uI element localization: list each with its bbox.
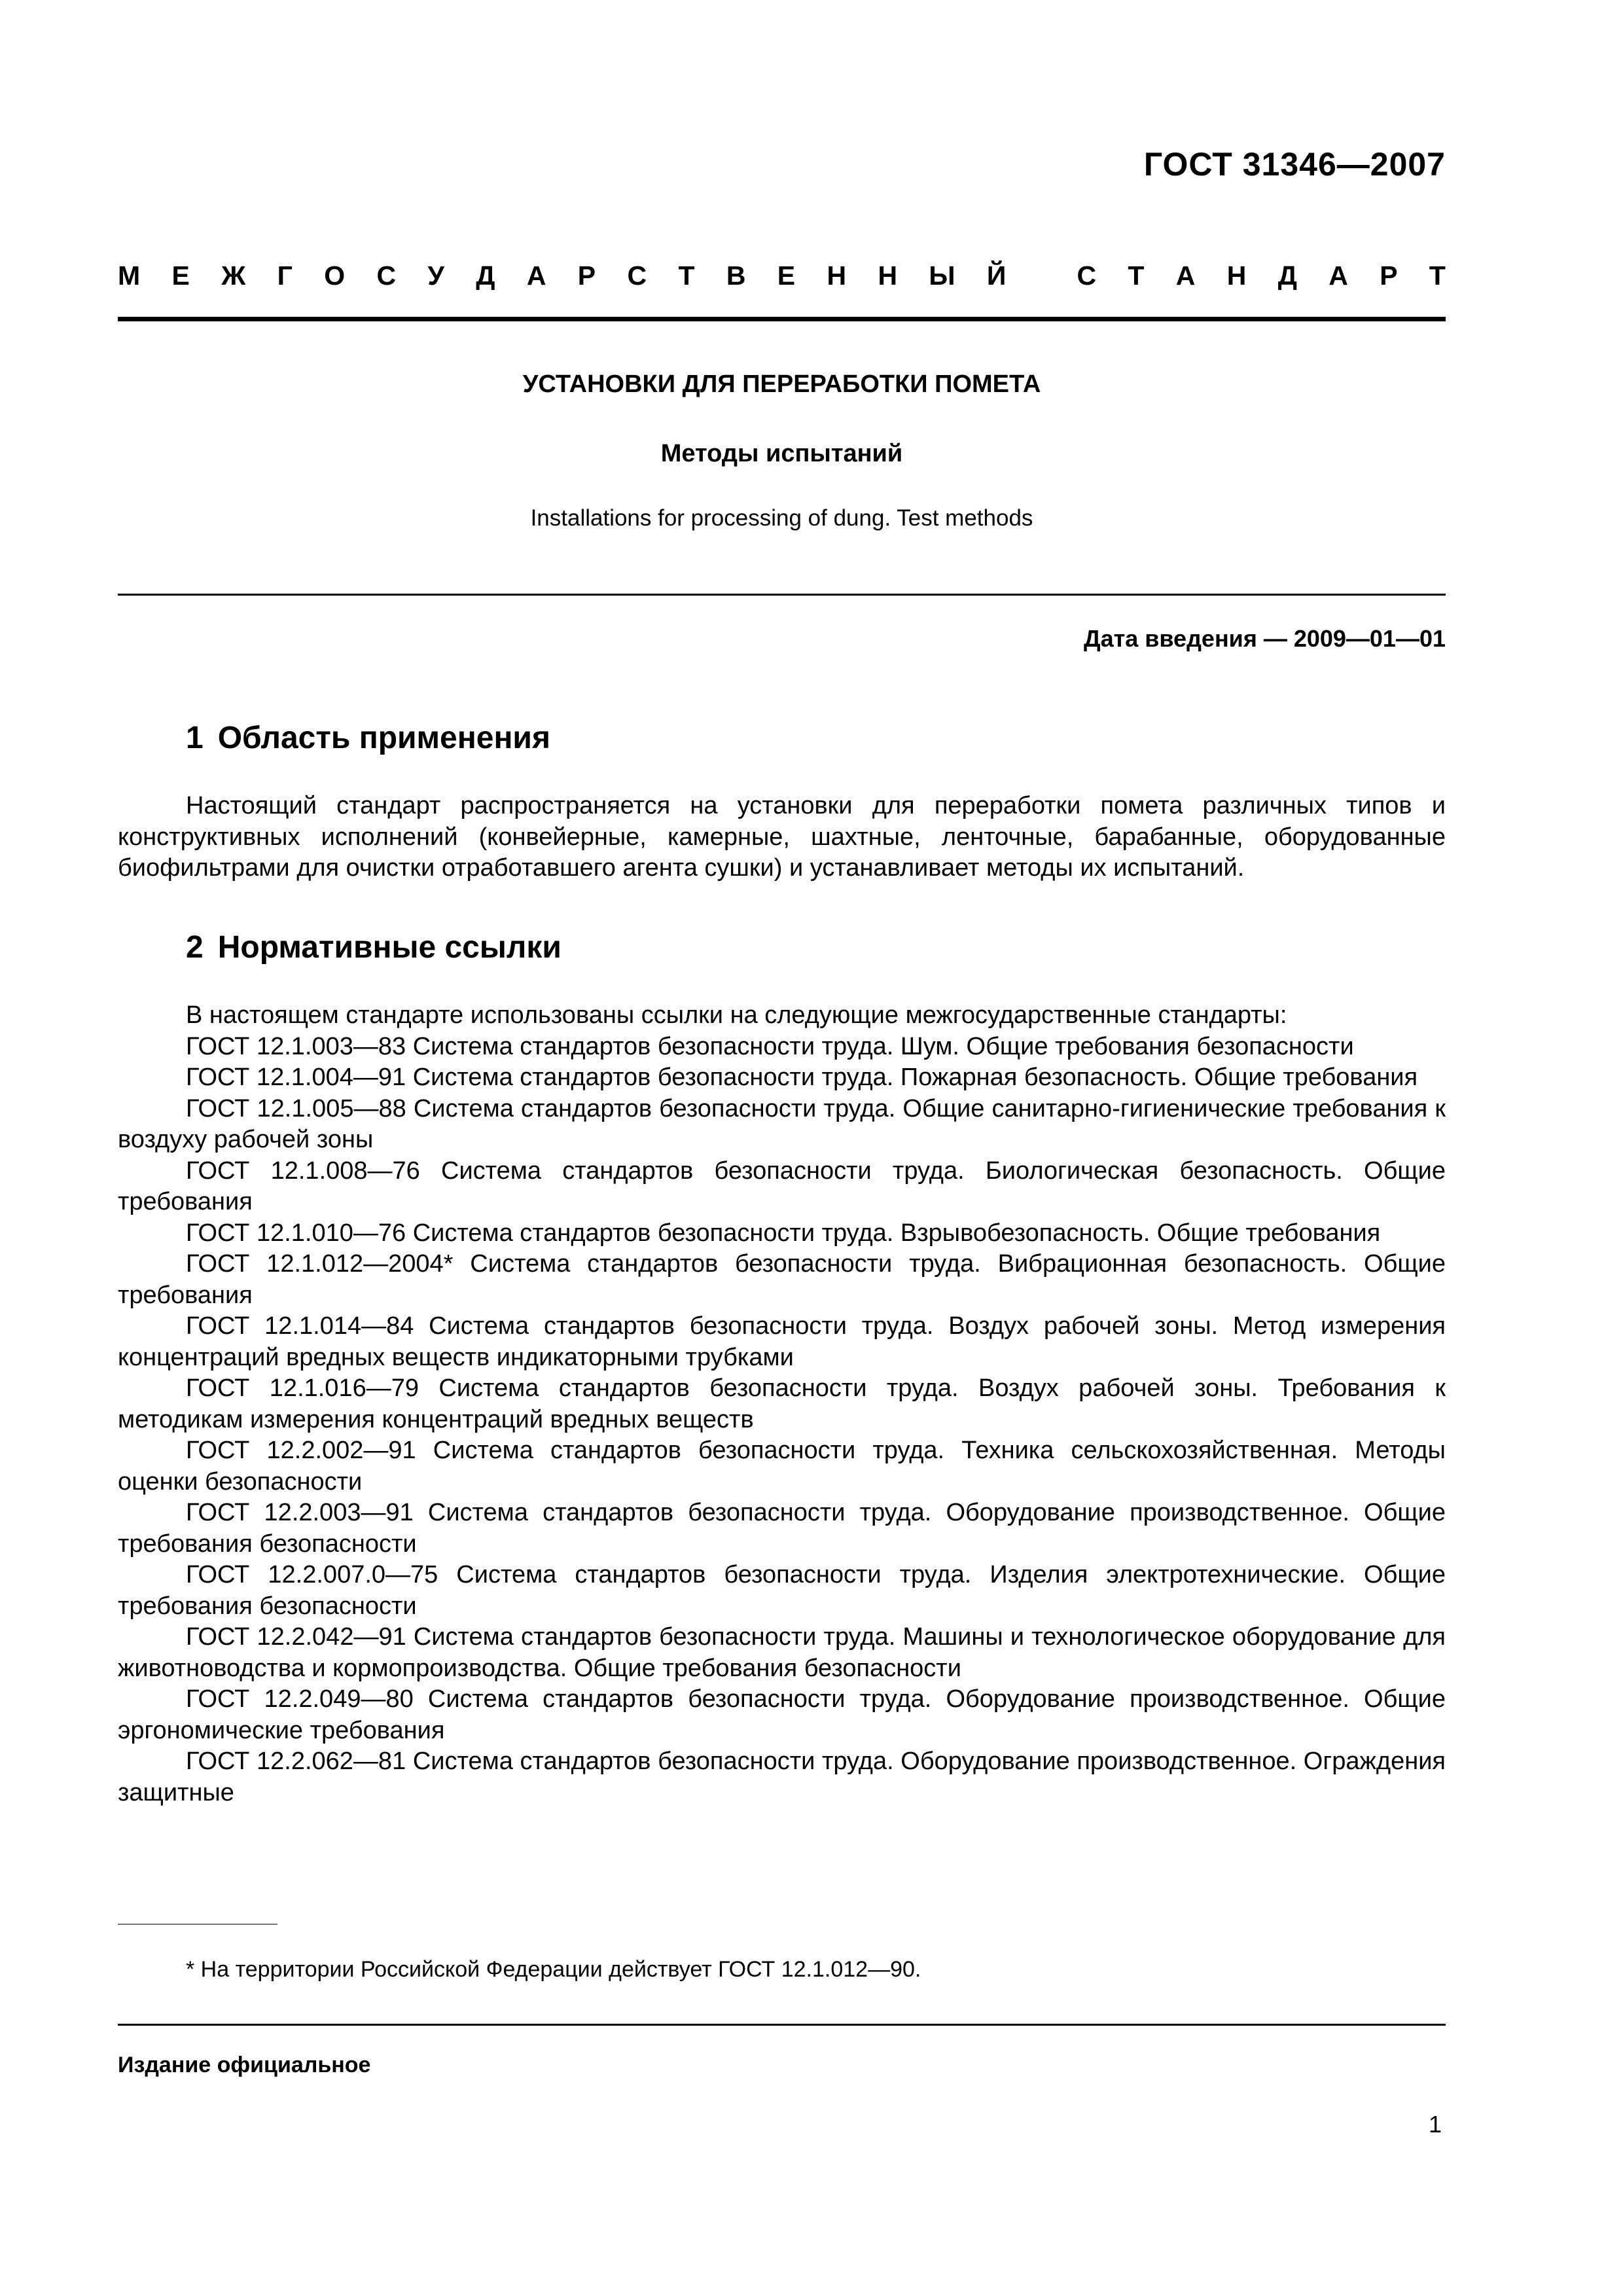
- paragraph: В настоящем стандарте использованы ссылки на следующие межгосударственные стандарты:: [186, 1001, 1287, 1029]
- standard-kind-letter: А: [1175, 260, 1196, 291]
- standard-kind-letter: Д: [476, 260, 495, 291]
- header-rule: [118, 317, 1446, 321]
- reference-item: ГОСТ 12.2.002—91 Система стандартов безопасности труда. Техника сельскохозяйственная. Методы оценки безопасности: [118, 1437, 1446, 1496]
- page-number: 1: [1428, 2111, 1442, 2138]
- reference-item: ГОСТ 12.1.012—2004* Система стандартов безопасности труда. Вибрационная безопасность. Общие требования: [118, 1250, 1446, 1309]
- paragraph: Настоящий стандарт распространяется на установки для переработки помета различных типов и конструктивных исполнений (конвейерные, камерные, шахтные, ленточные, барабанные, оборудованные биофильтрами для очистки отработавшего агента сушки) и устанавливает методы их испытаний.: [118, 792, 1446, 882]
- standard-kind-letter: В: [726, 260, 746, 291]
- standard-kind-letter: Р: [1380, 260, 1398, 291]
- standard-kind-label: [118, 260, 1446, 291]
- standard-kind-letter: А: [1329, 260, 1348, 291]
- section-number: 1: [186, 721, 204, 755]
- document-title: УСТАНОВКИ ДЛЯ ПЕРЕРАБОТКИ ПОМЕТА: [522, 370, 1041, 398]
- footnote-rule: [118, 1924, 277, 1925]
- section-title: Нормативные ссылки: [217, 930, 562, 965]
- reference-item: ГОСТ 12.1.004—91 Система стандартов безопасности труда. Пожарная безопасность. Общие требования: [186, 1064, 1418, 1091]
- standard-kind-letter: Е: [777, 260, 796, 291]
- reference-item: ГОСТ 12.2.049—80 Система стандартов безопасности труда. Оборудование производственное. Общие эргономические требования: [118, 1685, 1446, 1744]
- section-title: Область применения: [217, 721, 550, 755]
- standard-kind-letter: М: [118, 260, 141, 291]
- standard-kind-letter: Е: [171, 260, 190, 291]
- standard-kind-letter: Т: [1128, 260, 1145, 291]
- standard-kind-letter: А: [526, 260, 546, 291]
- document-title-english: Installations for processing of dung. Test methods: [530, 505, 1033, 531]
- section-heading-references: [186, 929, 562, 965]
- standard-kind-letter: Н: [1226, 260, 1247, 291]
- standard-kind-letter: С: [376, 260, 397, 291]
- standard-kind-letter: Р: [577, 260, 596, 291]
- standard-kind-letter: Г: [277, 260, 293, 291]
- reference-item: ГОСТ 12.1.016—79 Система стандартов безопасности труда. Воздух рабочей зоны. Требования к методикам измерения концентраций вредных веществ: [118, 1374, 1446, 1433]
- standard-kind-letter: Й: [986, 260, 1007, 291]
- reference-item: ГОСТ 12.1.010—76 Система стандартов безопасности труда. Взрывобезопасность. Общие требования: [186, 1219, 1381, 1247]
- introduction-date: Дата введения — 2009—01—01: [1083, 625, 1446, 652]
- section-number: 2: [186, 930, 204, 965]
- document-subtitle: Методы испытаний: [660, 440, 903, 467]
- standard-kind-letter: У: [427, 260, 444, 291]
- standard-kind-letter: Ы: [929, 260, 955, 291]
- reference-item: ГОСТ 12.2.062—81 Система стандартов безопасности труда. Оборудование производственное. Ограждения защитные: [118, 1748, 1446, 1806]
- reference-item: ГОСТ 12.1.003—83 Система стандартов безопасности труда. Шум. Общие требования безопасности: [186, 1032, 1354, 1060]
- standard-kind-letter: С: [1077, 260, 1097, 291]
- section-body-scope: [118, 791, 1446, 884]
- standard-kind-letter: Т: [1429, 260, 1446, 291]
- edition-rule: [118, 2024, 1446, 2026]
- document-code: ГОСТ 31346—2007: [1143, 146, 1446, 183]
- section-body-references: [118, 1000, 1446, 1808]
- reference-item: ГОСТ 12.1.008—76 Система стандартов безопасности труда. Биологическая безопасность. Общие требования: [118, 1157, 1446, 1215]
- edition-label: Издание официальное: [118, 2053, 371, 2077]
- reference-item: ГОСТ 12.2.003—91 Система стандартов безопасности труда. Оборудование производственное. Общие требования безопасности: [118, 1499, 1446, 1558]
- standard-kind-letter: [1038, 260, 1045, 291]
- standard-kind-letter: Н: [878, 260, 898, 291]
- standard-kind-letter: О: [324, 260, 346, 291]
- standard-kind-letter: Н: [827, 260, 847, 291]
- reference-item: ГОСТ 12.2.007.0—75 Система стандартов безопасности труда. Изделия электротехнические. Общие требования безопасности: [118, 1561, 1446, 1620]
- reference-item: ГОСТ 12.1.005—88 Система стандартов безопасности труда. Общие санитарно-гигиенические требования к воздуху рабочей зоны: [118, 1094, 1446, 1153]
- standard-kind-letter: Д: [1277, 260, 1297, 291]
- reference-item: ГОСТ 12.1.014—84 Система стандартов безопасности труда. Воздух рабочей зоны. Метод измерения концентраций вредных веществ индикаторными трубками: [118, 1312, 1446, 1371]
- reference-item: ГОСТ 12.2.042—91 Система стандартов безопасности труда. Машины и технологическое оборудование для животноводства и кормопроизводства. Общие требования безопасности: [118, 1623, 1446, 1682]
- standard-kind-letter: Ж: [221, 260, 246, 291]
- footnote: * На территории Российской Федерации действует ГОСТ 12.1.012—90.: [186, 1957, 921, 1982]
- standard-kind-letter: Т: [678, 260, 695, 291]
- standard-kind-letter: С: [627, 260, 647, 291]
- section-heading-scope: [186, 720, 550, 756]
- title-rule: [118, 594, 1446, 596]
